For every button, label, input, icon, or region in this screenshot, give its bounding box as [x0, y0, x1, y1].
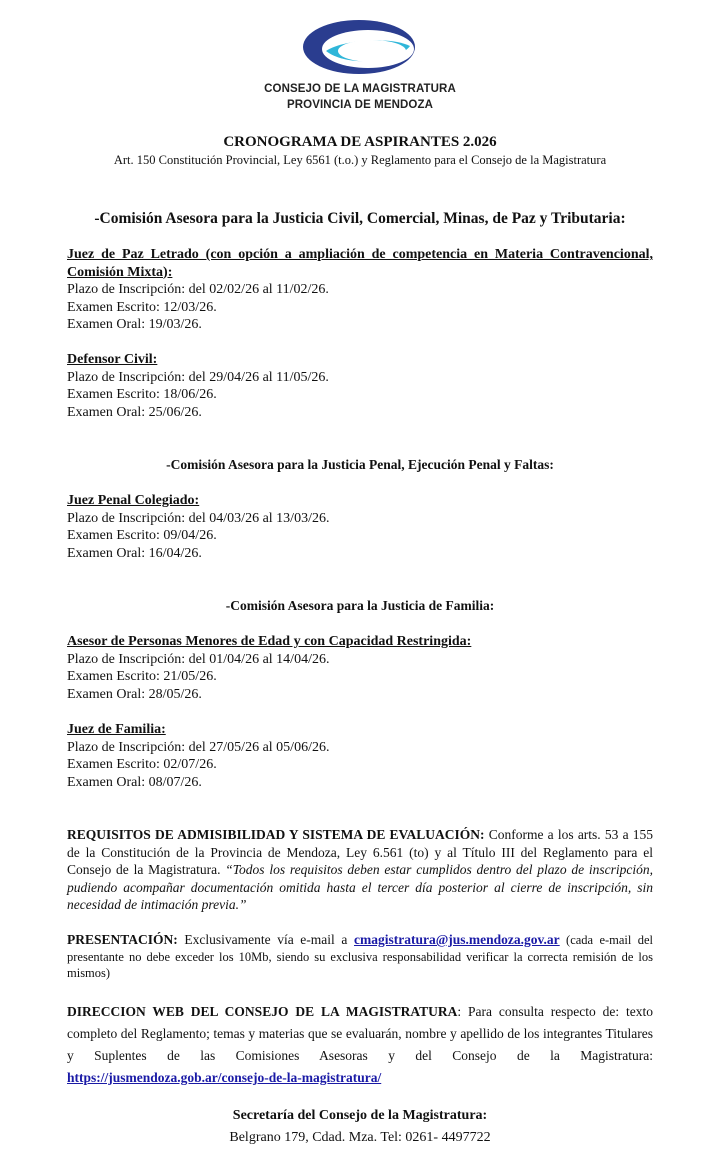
position-name: Juez de Paz Letrado (con opción a ampliación de competencia en Materia Contravencional, Comisión Mixta):: [67, 247, 653, 280]
requirements-quote: “Todos los requisitos deben estar cumplidos dentro del plazo de inscripción, pudiendo acompañar documentación omitida hasta el tercer día posterior al cierre de inscripción, sin necesidad de intimación previa.”: [67, 862, 654, 912]
written-exam-date: Examen Escrito: 21/05/26.: [67, 669, 217, 684]
website-url-link[interactable]: https://jusmendoza.gob.ar/consejo-de-la-magistratura/: [67, 1070, 382, 1085]
oral-exam-date: Examen Oral: 28/05/26.: [67, 686, 202, 702]
website-paragraph: [67, 1001, 653, 1089]
oral-exam-date: Examen Oral: 19/03/26.: [67, 317, 202, 332]
oral-exam-date: Examen Oral: 25/06/26.: [67, 404, 202, 420]
position-name: Juez de Familia:: [67, 722, 166, 737]
commission-title-familia: -Comisión Asesora para la Justicia de Familia:: [225, 598, 495, 613]
oral-exam-date: Examen Oral: 16/04/26.: [67, 545, 202, 561]
position-defensor-civil: [67, 351, 653, 421]
document-title: CRONOGRAMA DE ASPIRANTES 2.026: [223, 134, 497, 150]
written-exam-date: Examen Escrito: 12/03/26.: [67, 299, 217, 315]
commission-title-penal: -Comisión Asesora para la Justicia Penal, Ejecución Penal y Faltas:: [166, 457, 554, 472]
submission-text: Exclusivamente vía e-mail a: [177, 932, 354, 947]
consejo-logo-icon: [302, 18, 418, 76]
requirements-heading: REQUISITOS DE ADMISIBILIDAD Y SISTEMA DE EVALUACIÓN:: [67, 827, 485, 842]
inscription-period: Plazo de Inscripción: del 04/03/26 al 13/03/26.: [67, 510, 330, 526]
written-exam-date: Examen Escrito: 02/07/26.: [67, 757, 217, 772]
position-name: Juez Penal Colegiado:: [67, 493, 200, 508]
requirements-paragraph: [67, 826, 653, 914]
submission-email-link[interactable]: cmagistratura@jus.mendoza.gov.ar: [354, 932, 560, 947]
written-exam-date: Examen Escrito: 18/06/26.: [67, 387, 217, 402]
org-province: PROVINCIA DE MENDOZA: [287, 99, 433, 111]
written-exam-date: Examen Escrito: 09/04/26.: [67, 528, 217, 543]
position-asesor-menores: [67, 633, 653, 703]
submission-note: (cada e-mail del presentante no debe exceder los 10Mb, siendo su exclusiva responsabilidad verificar la correcta remisión de los mismos): [67, 933, 653, 980]
position-name: Asesor de Personas Menores de Edad y con Capacidad Restringida:: [67, 634, 472, 649]
requirements-text: Conforme a los arts. 53 a 155 de la Constitución de la Provincia de Mendoza, Ley 6.561 (to) y al Título III del Reglamento para el Consejo de la Magistratura.: [67, 827, 654, 877]
inscription-period: Plazo de Inscripción: del 29/04/26 al 11/05/26.: [67, 369, 329, 385]
inscription-period: Plazo de Inscripción: del 27/05/26 al 05/06/26.: [67, 739, 330, 755]
org-name: CONSEJO DE LA MAGISTRATURA: [264, 83, 456, 95]
secretariat-title: Secretaría del Consejo de la Magistratura:: [232, 1108, 488, 1123]
website-text: : Para consulta respecto de: texto completo del Reglamento; temas y materias que se evaluarán, nombre y apellido de los integrantes Titulares y Suplentes de las Comisiones Asesoras y del Consejo de la Magistratura:: [67, 1004, 653, 1063]
oral-exam-date: Examen Oral: 08/07/26.: [67, 774, 202, 790]
inscription-period: Plazo de Inscripción: del 02/02/26 al 11/02/26.: [67, 282, 329, 297]
submission-heading: PRESENTACIÓN:: [67, 932, 178, 947]
submission-paragraph: [67, 932, 653, 982]
inscription-period: Plazo de Inscripción: del 01/04/26 al 14/04/26.: [67, 651, 330, 667]
secretariat-address: Belgrano 179, Cdad. Mza. Tel: 0261- 4497722: [229, 1130, 491, 1145]
position-juez-de-paz: [67, 246, 653, 334]
document-subtitle: Art. 150 Constitución Provincial, Ley 6561 (t.o.) y Reglamento para el Consejo de la Magistratura: [113, 153, 607, 167]
commission-title-civil: -Comisión Asesora para la Justicia Civil, Comercial, Minas, de Paz y Tributaria:: [94, 210, 626, 227]
position-juez-penal-colegiado: [67, 492, 653, 562]
position-name: Defensor Civil:: [67, 352, 158, 367]
position-juez-de-familia: [67, 721, 653, 791]
website-heading: DIRECCION WEB DEL CONSEJO DE LA MAGISTRATURA: [67, 1004, 458, 1019]
